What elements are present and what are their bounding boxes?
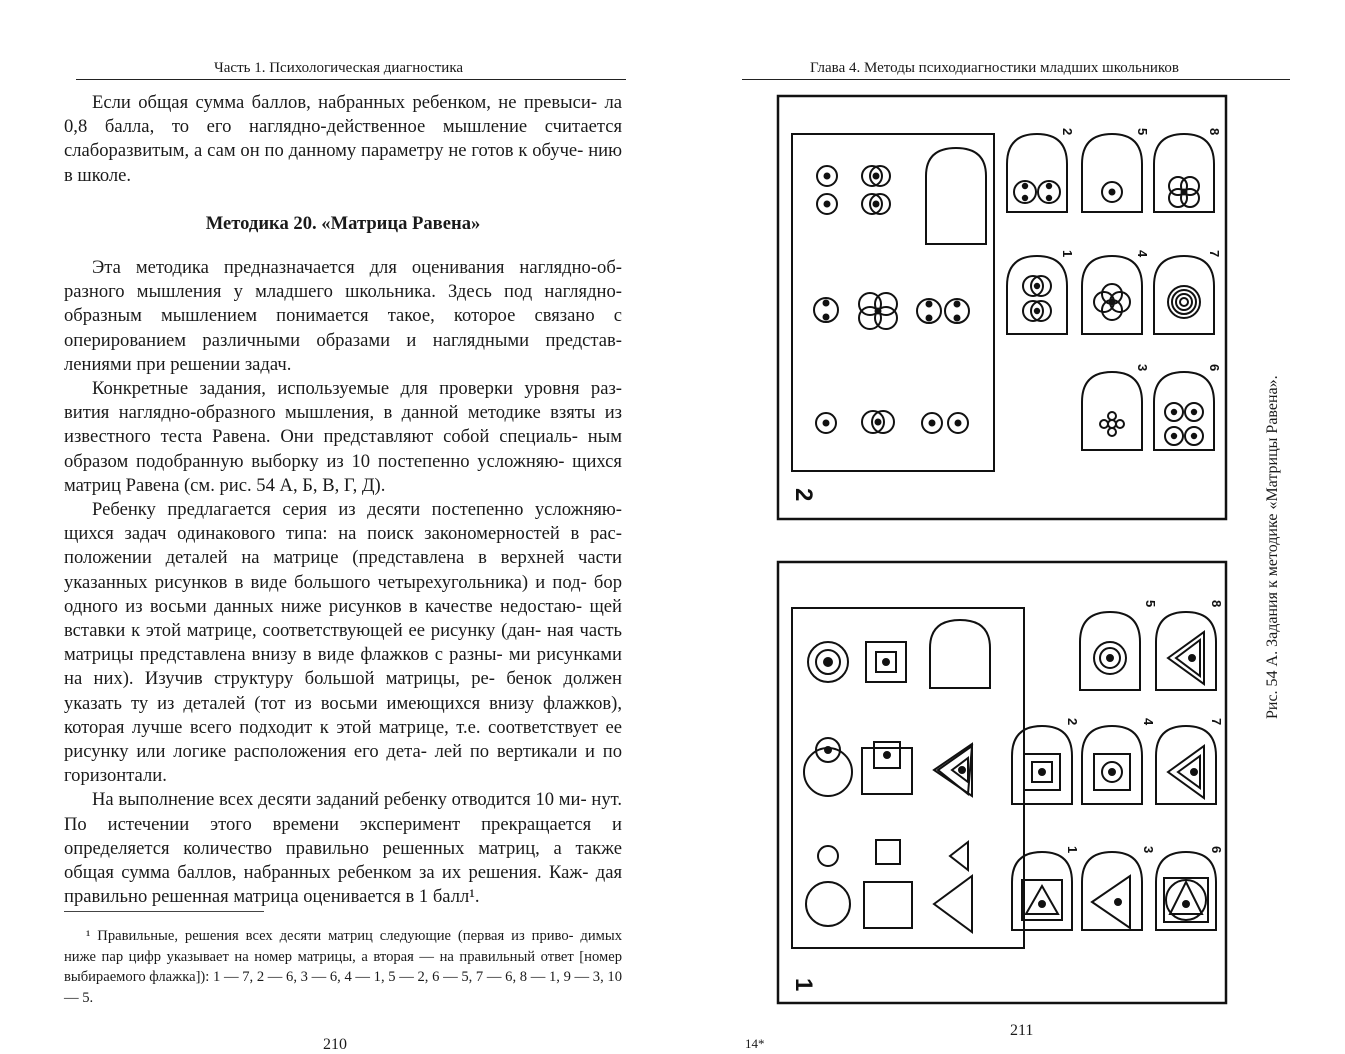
m1-flag-num-6: 6 [1209, 846, 1224, 854]
m1-flag-6 [1156, 852, 1216, 930]
figure-caption: Рис. 54 А. Задания к методике «Матрицы Равена». [1264, 375, 1281, 719]
m2-flag-4 [1082, 256, 1142, 334]
paragraph-1: Эта методика предназначается для оценивания наглядно-об- разного мышления у младшего школьника. Здесь под наглядно- образным мышлением понимается такое, которое связано с оперированием различными образами и наглядными представ- лениями при решении задач. [64, 257, 622, 375]
m2-flag-8 [1154, 134, 1214, 212]
paragraph-2: Конкретные задания, используемые для проверки уровня раз- вития наглядно-образного мышления, в данной методике взяты из известного теста Равена. Они представляют собой специаль- ным образом подобранную выборку из 10 постепенно усложняю- щихся матриц Равена (см. рис. 54 А, Б, В, Г, Д). [64, 378, 622, 496]
m2-flag-num-5: 5 [1135, 128, 1150, 136]
m2-flag-5 [1082, 134, 1142, 212]
m2-cell-3-1 [816, 413, 836, 433]
m2-cell-2-3 [917, 299, 969, 323]
m1-flag-num-5: 5 [1143, 600, 1158, 608]
intro-paragraph: Если общая сумма баллов, набранных ребенком, не превыси- ла 0,8 балла, то его наглядно-действенное мышление считается слаборазвитым, а сам он по данному параметру не готов к обуче- нию в школе. [64, 92, 622, 186]
m1-flag-num-4: 4 [1141, 718, 1156, 726]
figure-2-number: 2 [790, 488, 817, 502]
m2-flag-num-8: 8 [1207, 128, 1222, 136]
m1-flag-num-2: 2 [1065, 718, 1080, 726]
m1-flag-num-3: 3 [1141, 846, 1156, 854]
m1-cell-3-1 [806, 846, 850, 926]
printer-signature: 14* [745, 1036, 765, 1051]
m1-flag-num-8: 8 [1209, 600, 1224, 608]
m1-cell-3-3 [934, 842, 972, 932]
section-title: Методика 20. «Матрица Равена» [205, 212, 481, 234]
m1-flag-7 [1156, 726, 1216, 804]
m2-flag-num-7: 7 [1207, 250, 1222, 258]
m2-flag-7 [1154, 256, 1214, 334]
m2-cell-3-3 [922, 413, 968, 433]
m2-cell-1-1 [817, 166, 837, 214]
m2-cell-3-2 [862, 411, 894, 433]
m1-cell-2-2 [862, 742, 912, 794]
paragraph-4: На выполнение всех десяти заданий ребенку отводится 10 ми- нут. По истечении этого времени эксперимент прекращается и определяется количество правильно решенных матриц, а также общая сумма баллов, набранных ребенком за их решения. Каж- дая правильно решенная матрица оценивается в 1 балл¹. [64, 789, 622, 908]
m1-empty-slot [930, 620, 990, 688]
m1-flag-1 [1012, 852, 1072, 930]
m2-flag-num-1: 1 [1060, 250, 1075, 258]
m2-flag-6 [1154, 372, 1214, 450]
m2-empty-slot [926, 148, 986, 244]
m2-cell-2-1 [814, 298, 838, 322]
m2-flag-num-6: 6 [1207, 364, 1222, 372]
m2-flag-2 [1007, 134, 1067, 212]
m2-flag-num-3: 3 [1135, 364, 1150, 372]
m1-cell-2-1 [804, 738, 852, 796]
right-page-number: 211 [1010, 1022, 1034, 1039]
m1-flag-num-1: 1 [1065, 846, 1080, 854]
m1-flag-num-7: 7 [1209, 718, 1224, 726]
m1-flag-2 [1012, 726, 1072, 804]
left-running-header: Часть 1. Психологическая диагностика [214, 60, 464, 76]
m1-cell-1-1 [808, 642, 848, 682]
m2-flag-3 [1082, 372, 1142, 450]
m2-cell-2-2 [859, 293, 897, 329]
m1-cell-2-3 [934, 744, 972, 796]
paragraph-3: Ребенку предлагается серия из десяти постепенно усложняю- щихся задач одинакового типа: на поиск закономерностей в рас- положении деталей на матрице (представлена в верхней части указанных рисунков в виде большого четырехугольника) и под- бор одного из восьми данных ниже рисунков в качестве недостаю- щей вставки к этой матрице, соответствующей ее рисунку (дан- ная часть матрицы представлена внизу в виде флажков с разны- ми рисунками на них). Изучив структуру большой матрицы, ре- бенок должен указать ту из деталей (тот из восьми имеющихся внизу флажков), которая лучше всего подходит к этой матрице, т.е. соответствует ее рисунку или логике расположения его дета- лей по вертикали и по горизонтали. [64, 499, 622, 787]
m2-flag-num-2: 2 [1060, 128, 1075, 136]
m2-cell-1-2 [862, 166, 890, 214]
m1-flag-8 [1156, 612, 1216, 690]
m1-flag-4 [1082, 726, 1142, 804]
left-page-number: 210 [323, 1036, 347, 1053]
m2-flag-1 [1007, 256, 1067, 334]
m1-cell-1-2 [866, 642, 906, 682]
figure-1-number: 1 [790, 978, 817, 992]
right-running-header: Глава 4. Методы психодиагностики младших школьников [810, 60, 1180, 76]
m1-flag-5 [1080, 612, 1140, 690]
m1-flag-3 [1082, 852, 1142, 930]
figure-2-frame [778, 96, 1226, 519]
m1-cell-3-2 [864, 840, 912, 928]
m2-flag-num-4: 4 [1135, 250, 1150, 258]
footnote-text: ¹ Правильные, решения всех десяти матриц следующие (первая из приво- димых ниже пар цифр указывает на номер матрицы, а вторая — на правильный ответ [номер выбираемого флажка]): 1 — 7, 2 — 6, 3 — 6, 4 — 1, 5 — 2, 6 — 5, 7 — 6, 8 — 1, 9 — 3, 10 — 5. [64, 928, 622, 1006]
